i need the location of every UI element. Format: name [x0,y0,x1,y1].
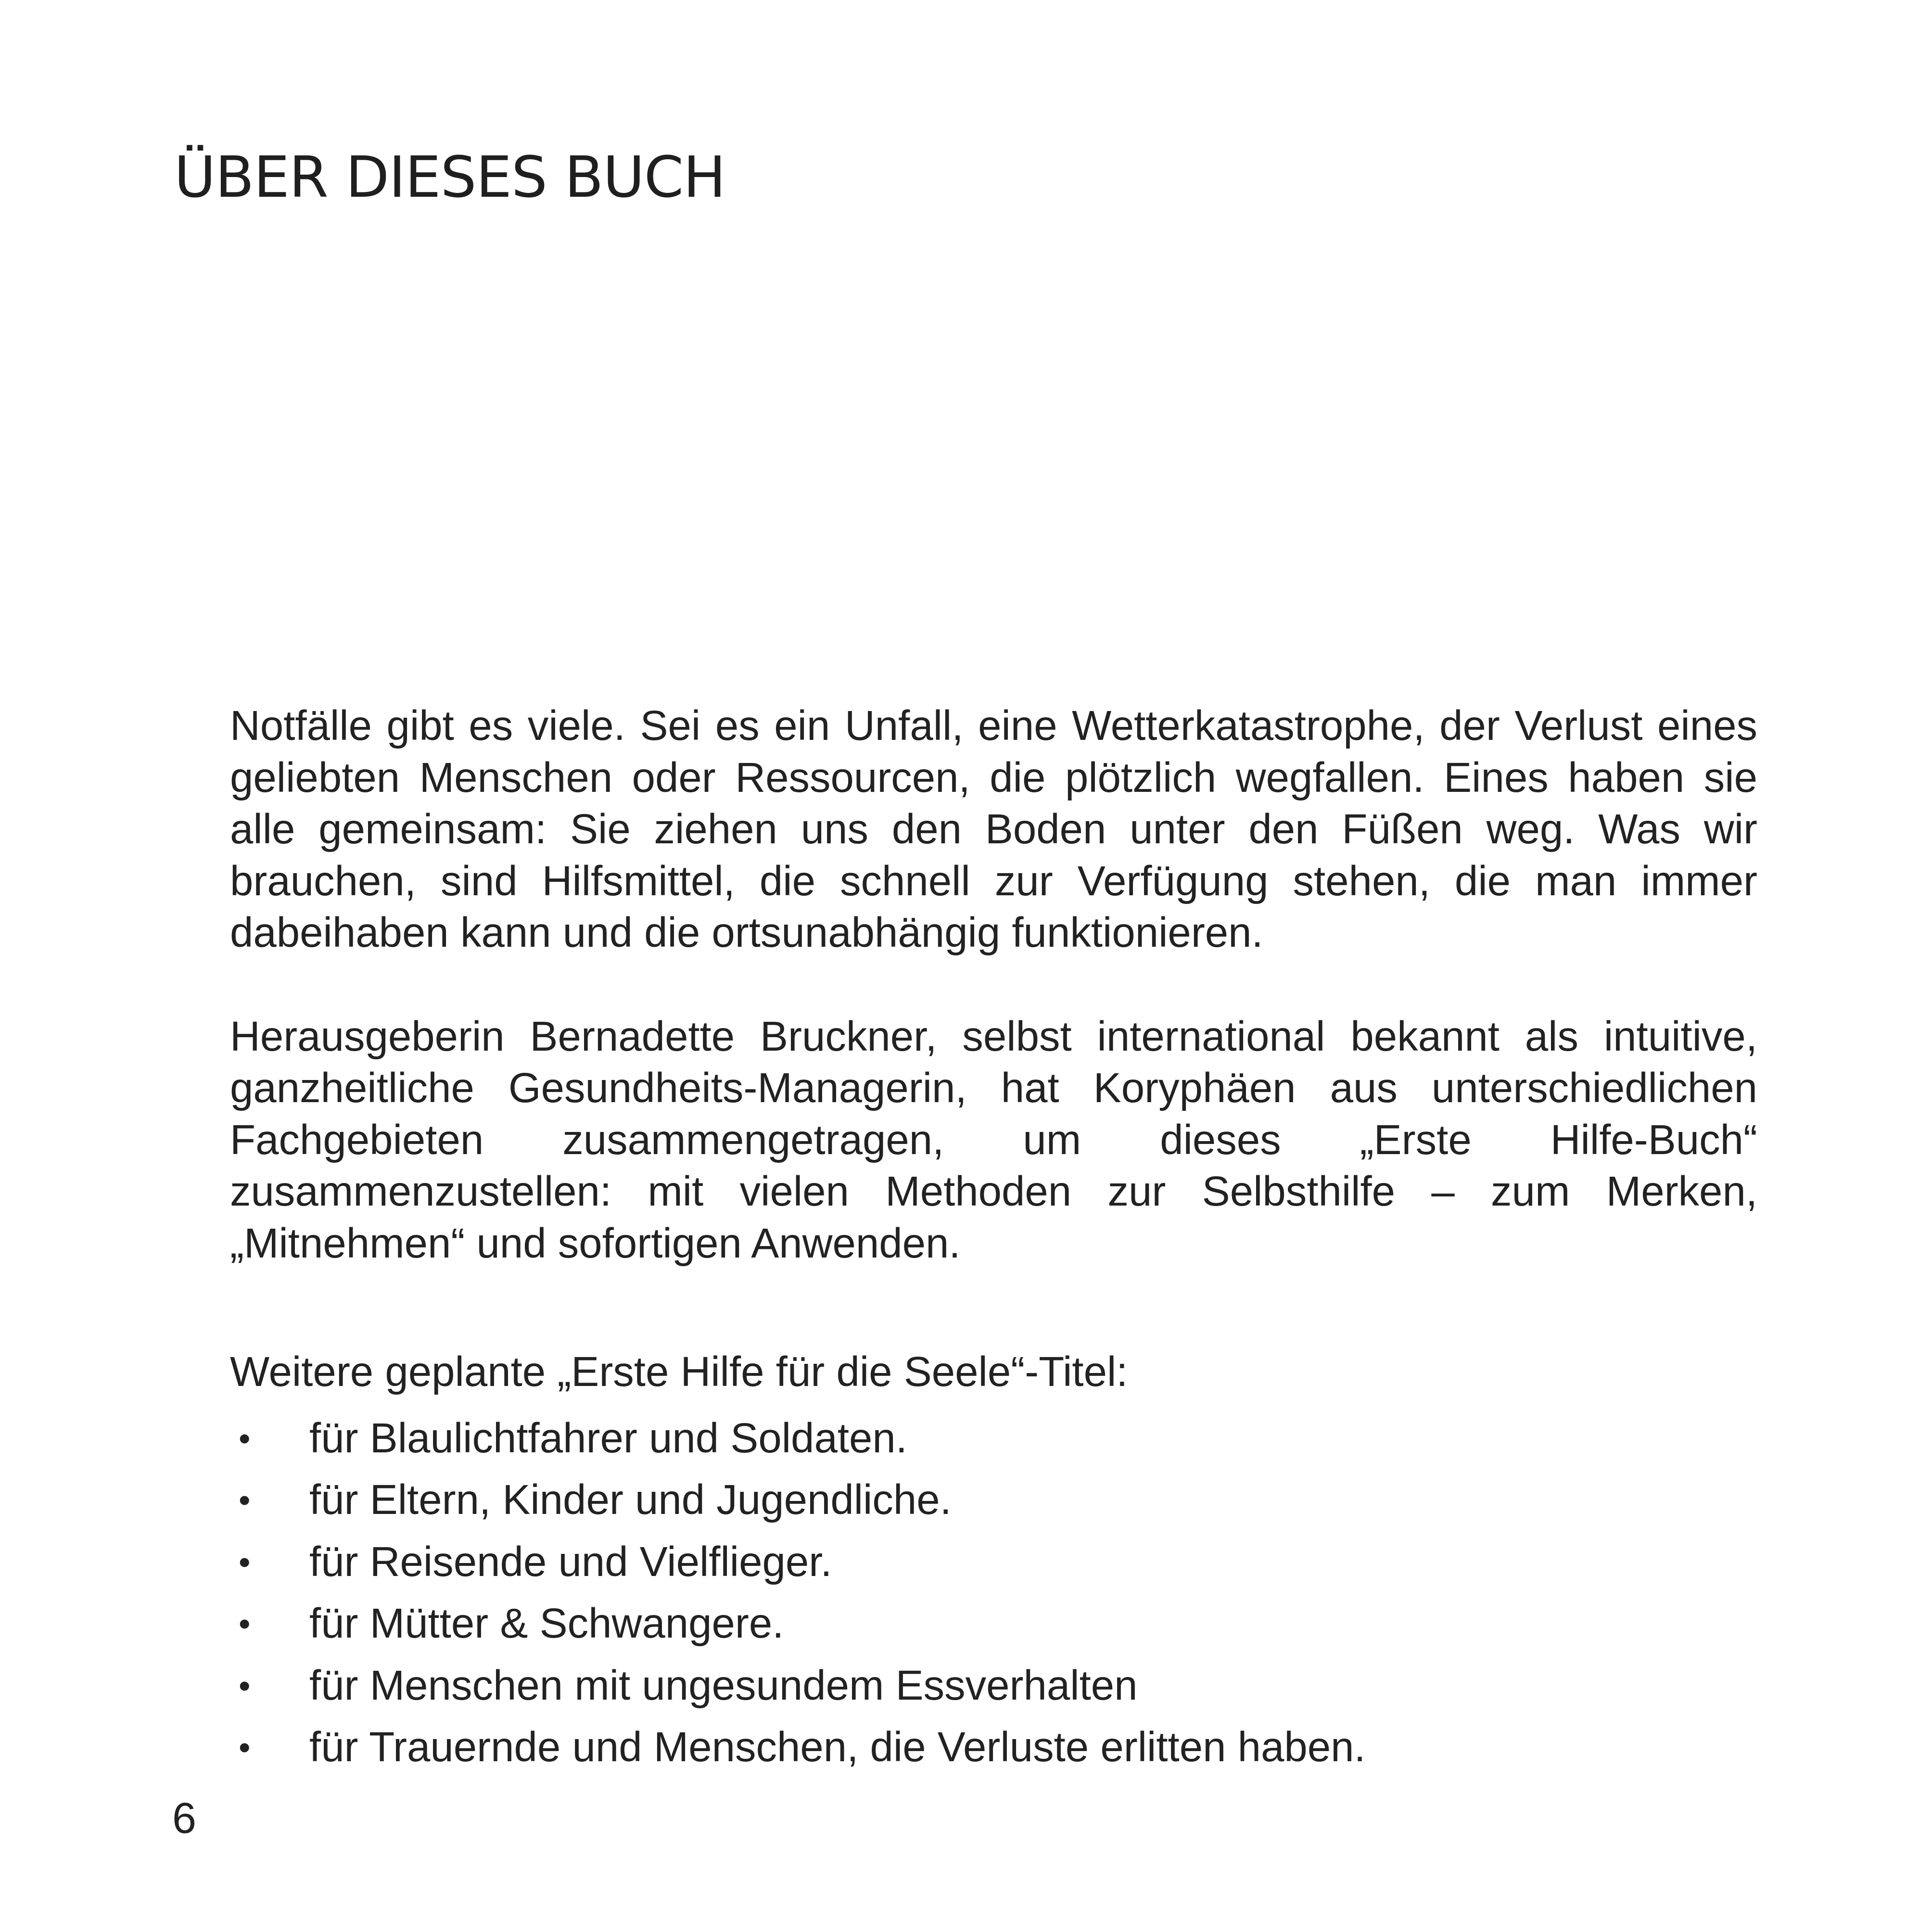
page-number: 6 [172,1794,197,1843]
list-item [230,1593,1757,1655]
bullet-icon: • [239,1666,251,1704]
list-item-text: für Menschen mit ungesundem Essverhalten [309,1662,1138,1709]
body-content [230,700,1757,1779]
paragraph-publisher: Herausgeberin Bernadette Bruckner, selbst international bekannt als intuitive, ganzheitliche Gesundheits-Managerin, hat Koryphäen aus unterschiedlichen Fachgebieten zusammengetragen, um dieses „Erste Hilfe-Buch“ zusammenzustellen: mit vielen Methoden zur Selbsthilfe – zum Merken, „Mitnehmen“ und sofortigen Anwenden. [230,1013,1757,1267]
paragraph-intro: Notfälle gibt es viele. Sei es ein Unfall, eine Wetterkatastrophe, der Verlust eines geliebten Menschen oder Ressourcen, die plötzlich wegfallen. Eines haben sie alle gemeinsam: Sie ziehen uns den Boden unter den Füßen weg. Was wir brauchen, sind Hilfsmittel, die schnell zur Verfügung stehen, die man immer dabeihaben kann und die ortsunabhängig funktionieren. [230,702,1757,956]
list-item [230,1469,1757,1531]
bullet-icon: • [239,1419,251,1457]
list-item [230,1716,1757,1779]
list-intro: Weitere geplante „Erste Hilfe für die Seele“-Titel: [230,1348,1128,1395]
list-item-text: für Mütter & Schwangere. [309,1600,784,1647]
bullet-icon: • [239,1605,251,1642]
bullet-icon: • [239,1543,251,1581]
list-item-text: für Eltern, Kinder und Jugendliche. [309,1476,952,1523]
page-title: ÜBER DIESES BUCH [174,144,725,210]
list-item [230,1655,1757,1717]
list-item [230,1408,1757,1470]
list-item-text: für Reisende und Vielflieger. [309,1538,832,1585]
list-item-text: für Trauernde und Menschen, die Verluste erlitten haben. [309,1724,1366,1770]
bullet-icon: • [239,1729,251,1766]
list-item [230,1531,1757,1593]
planned-titles-list [230,1408,1757,1779]
bullet-icon: • [239,1481,251,1519]
list-item-text: für Blaulichtfahrer und Soldaten. [309,1414,907,1462]
